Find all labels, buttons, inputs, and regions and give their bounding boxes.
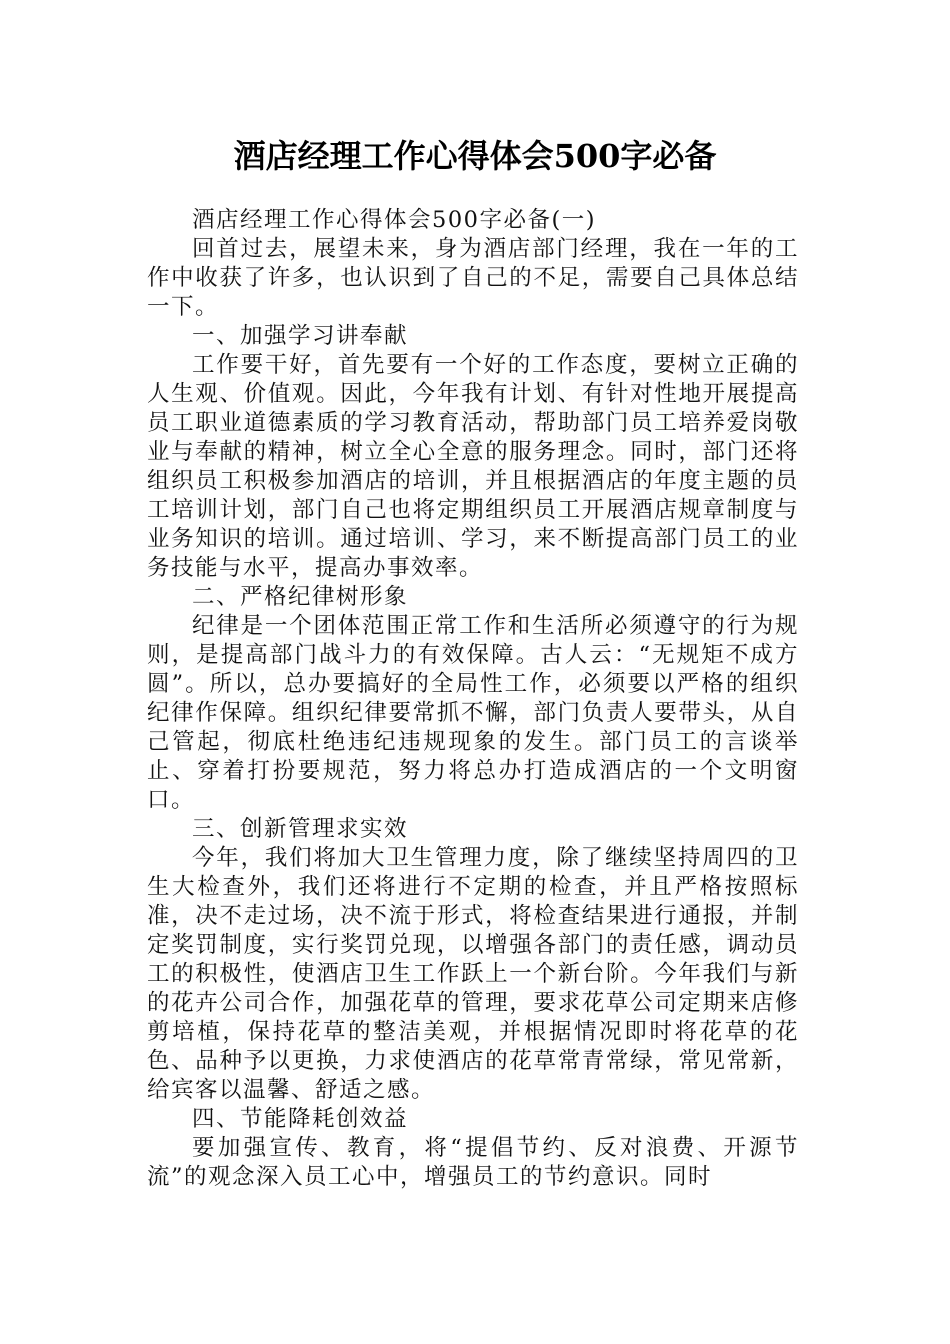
document-title: 酒店经理工作心得体会500字必备 (233, 137, 717, 175)
paragraph-subtitle: 酒店经理工作心得体会500字必备(一) (192, 207, 597, 233)
section-heading-4: 四、节能降耗创效益 (192, 1106, 409, 1132)
paragraph-section-1: 工作要干好，首先要有一个好的工作态度，要树立正确的人生观、价值观。因此，今年我有计划、有针对性地开展提高员工职业道德素质的学习教育活动，帮助部门员工培养爱岗敬业与奉献的精神，树立全心全意的服务理念。同时，部门还将组织员工积极参加酒店的培训，并且根据酒店的年度主题的员工培训计划，部门自己也将定期组织员工开展酒店规章制度与业务知识的培训。通过培训、学习，来不断提高部门员工的业务技能与水平，提高办事效率。 (147, 352, 799, 581)
paragraph-section-2: 纪律是一个团体范围正常工作和生活所必须遵守的行为规则，是提高部门战斗力的有效保障。古人云：“无规矩不成方圆”。所以，总办要搞好的全局性工作，必须要以严格的组织纪律作保障。组织纪律要常抓不懈，部门负责人要带头，从自己管起，彻底杜绝违纪违规现象的发生。部门员工的言谈举止、穿着打扮要规范，努力将总办打造成酒店的一个文明窗口。 (147, 613, 799, 813)
paragraph-intro: 回首过去，展望未来，身为酒店部门经理，我在一年的工作中收获了许多，也认识到了自己的不足，需要自己具体总结一下。 (147, 236, 799, 320)
paragraph-section-3: 今年，我们将加大卫生管理力度，除了继续坚持周四的卫生大检查外，我们还将进行不定期的检查，并且严格按照标准，决不走过场，决不流于形式，将检查结果进行通报，并制定奖罚制度，实行奖罚兑现，以增强各部门的责任感，调动员工的积极性，使酒店卫生工作跃上一个新台阶。今年我们与新的花卉公司合作，加强花草的管理，要求花草公司定期来店修剪培植，保持花草的整洁美观，并根据情况即时将花草的花色、品种予以更换，力求使酒店的花草常青常绿，常见常新，给宾客以温馨、舒适之感。 (147, 845, 799, 1103)
section-heading-1: 一、加强学习讲奉献 (192, 323, 409, 349)
document-body (147, 206, 799, 1192)
section-heading-2: 二、严格纪律树形象 (192, 584, 409, 610)
paragraph-section-4: 要加强宣传、教育，将“提倡节约、反对浪费、开源节流”的观念深入员工心中，增强员工的节约意识。同时 (147, 1135, 799, 1190)
section-heading-3: 三、创新管理求实效 (192, 816, 409, 842)
